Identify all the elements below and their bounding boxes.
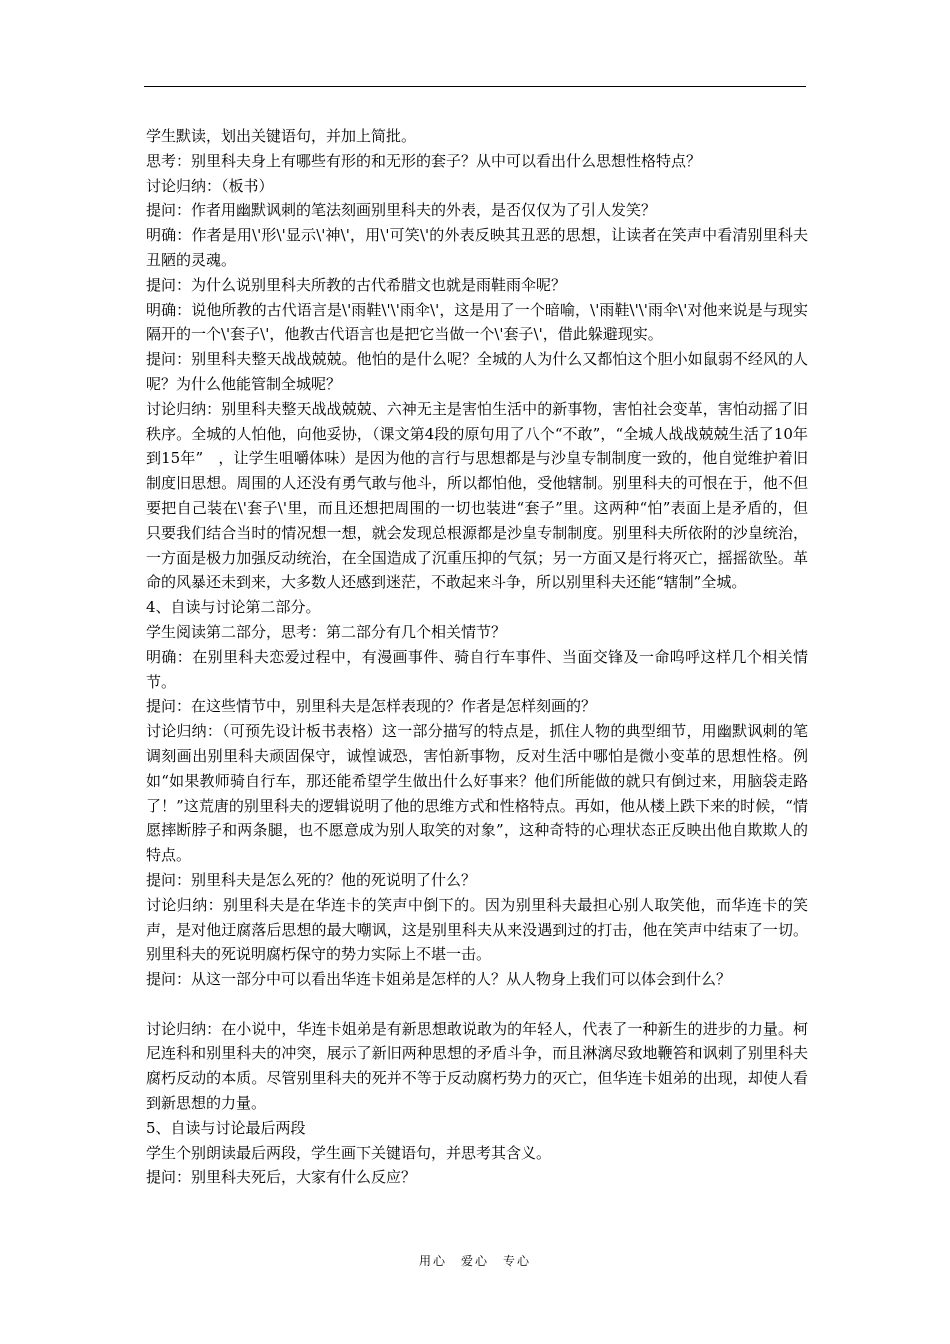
paragraph-02: 思考：别里科夫身上有哪些有形的和无形的套子？从中可以看出什么思想性格特点？ — [146, 151, 702, 170]
paragraph-22: 提问：别里科夫死后，大家有什么反应？ — [146, 1168, 417, 1187]
document-body — [146, 124, 808, 1190]
paragraph-21: 学生个别朗读最后两段，学生画下关键语句，并思考其含义。 — [146, 1143, 552, 1162]
paragraph-03: 讨论归纳：（板书） — [146, 176, 274, 195]
paragraph-20: 5、自读与讨论最后两段 — [146, 1118, 306, 1137]
paragraph-07: 明确：说他所教的古代语言是\'雨鞋\'\'雨伞\'，这是用了一个暗喻，\'雨鞋\'\'雨伞\'对他来说是与现实隔开的一个\'套子\'，他教古代语言也是把它当做一个\'套子\'，借此躲避现实。 — [146, 300, 808, 344]
paragraph-11: 学生阅读第二部分，思考：第二部分有几个相关情节？ — [146, 622, 507, 641]
paragraph-15: 提问：别里科夫是怎么死的？他的死说明了什么？ — [146, 870, 477, 889]
paragraph-01: 学生默读，划出关键语句，并加上简批。 — [146, 127, 417, 145]
paragraph-13: 提问：在这些情节中，别里科夫是怎样表现的？作者是怎样刻画的？ — [146, 697, 597, 716]
paragraph-10: 4、自读与讨论第二部分。 — [146, 598, 321, 617]
paragraph-19: 讨论归纳：在小说中，华连卡姐弟是有新思想敢说敢为的年轻人，代表了一种新生的进步的力量。柯尼连科和别里科夫的冲突，展示了新旧两种思想的矛盾斗争，而且淋漓尽致地鞭笞和讽刺了别里科夫腐朽反动的本质。尽管别里科夫的死并不等于反动腐朽势力的灭亡，但华连卡姐弟的出现，却使人看到新思想的力量。 — [146, 1019, 808, 1113]
paragraph-04: 提问：作者用幽默讽刺的笔法刻画别里科夫的外表，是否仅仅为了引人发笑？ — [146, 201, 657, 220]
paragraph-06: 提问：为什么说别里科夫所教的古代希腊文也就是雨鞋雨伞呢？ — [146, 275, 567, 294]
paragraph-17: 提问：从这一部分中可以看出华连卡姐弟是怎样的人？从人物身上我们可以体会到什么？ — [146, 970, 732, 989]
paragraph-16: 讨论归纳：别里科夫是在华连卡的笑声中倒下的。因为别里科夫最担心别人取笑他，而华连卡的笑声，是对他迂腐落后思想的最大嘲讽，这是别里科夫从来没遇到过的打击，他在笑声中结束了一切。别里科夫的死说明腐朽保守的势力实际上不堪一击。 — [146, 895, 808, 964]
paragraph-09: 讨论归纳：别里科夫整天战战兢兢、六神无主是害怕生活中的新事物，害怕社会变革，害怕动摇了旧秩序。全城的人怕他，向他妥协，（课文第4段的原句用了八个“不敢”，“全城人战战兢兢生活了10年到15年” ，让学生咀嚼体味）是因为他的言行与思想都是与沙皇专制制度一致的，他自觉维护着旧制度旧思想。周围的人还没有勇气敢与他斗，所以都怕他，受他辖制。别里科夫的可恨在于，他不但要把自己装在\'套子\'里，而且还想把周围的一切也装进“套子”里。这两种“怕”表面上是矛盾的，但只要我们结合当时的情况想一想，就会发现总根源都是沙皇专制制度。别里科夫所依附的沙皇统治，一方面是极力加强反动统治，在全国造成了沉重压抑的气氛；另一方面又是行将灭亡，摇摇欲坠。革命的风暴还未到来，大多数人还感到迷茫，不敢起来斗争，所以别里科夫还能“辖制”全城。 — [146, 399, 808, 592]
page-footer: 用心 爱心 专心 — [418, 1254, 531, 1268]
paragraph-05: 明确：作者是用\'形\'显示\'神\'，用\'可笑\'的外表反映其丑恶的思想，让读者在笑声中看清别里科夫丑陋的灵魂。 — [146, 226, 808, 269]
paragraph-12: 明确：在别里科夫恋爱过程中，有漫画事件、骑自行车事件、当面交锋及一命呜呼这样几个相关情节。 — [146, 647, 808, 691]
paragraph-14: 讨论归纳：（可预先设计板书表格）这一部分描写的特点是，抓住人物的典型细节，用幽默讽刺的笔调刻画出别里科夫顽固保守，诚惶诚恐，害怕新事物，反对生活中哪怕是微小变革的思想性格。例如“如果教师骑自行车，那还能希望学生做出什么好事来？他们所能做的就只有倒过来，用脑袋走路了！”这荒唐的别里科夫的逻辑说明了他的思维方式和性格特点。再如，他从楼上跌下来的时候，“情愿摔断脖子和两条腿，也不愿意成为别人取笑的对象”，这种奇特的心理状态正反映出他自欺欺人的特点。 — [146, 722, 808, 865]
blank-line — [146, 992, 808, 1017]
paragraph-08: 提问：别里科夫整天战战兢兢。他怕的是什么呢？全城的人为什么又都怕这个胆小如鼠弱不经风的人呢？为什么他能管制全城呢？ — [146, 350, 808, 393]
header-rule — [144, 86, 806, 87]
